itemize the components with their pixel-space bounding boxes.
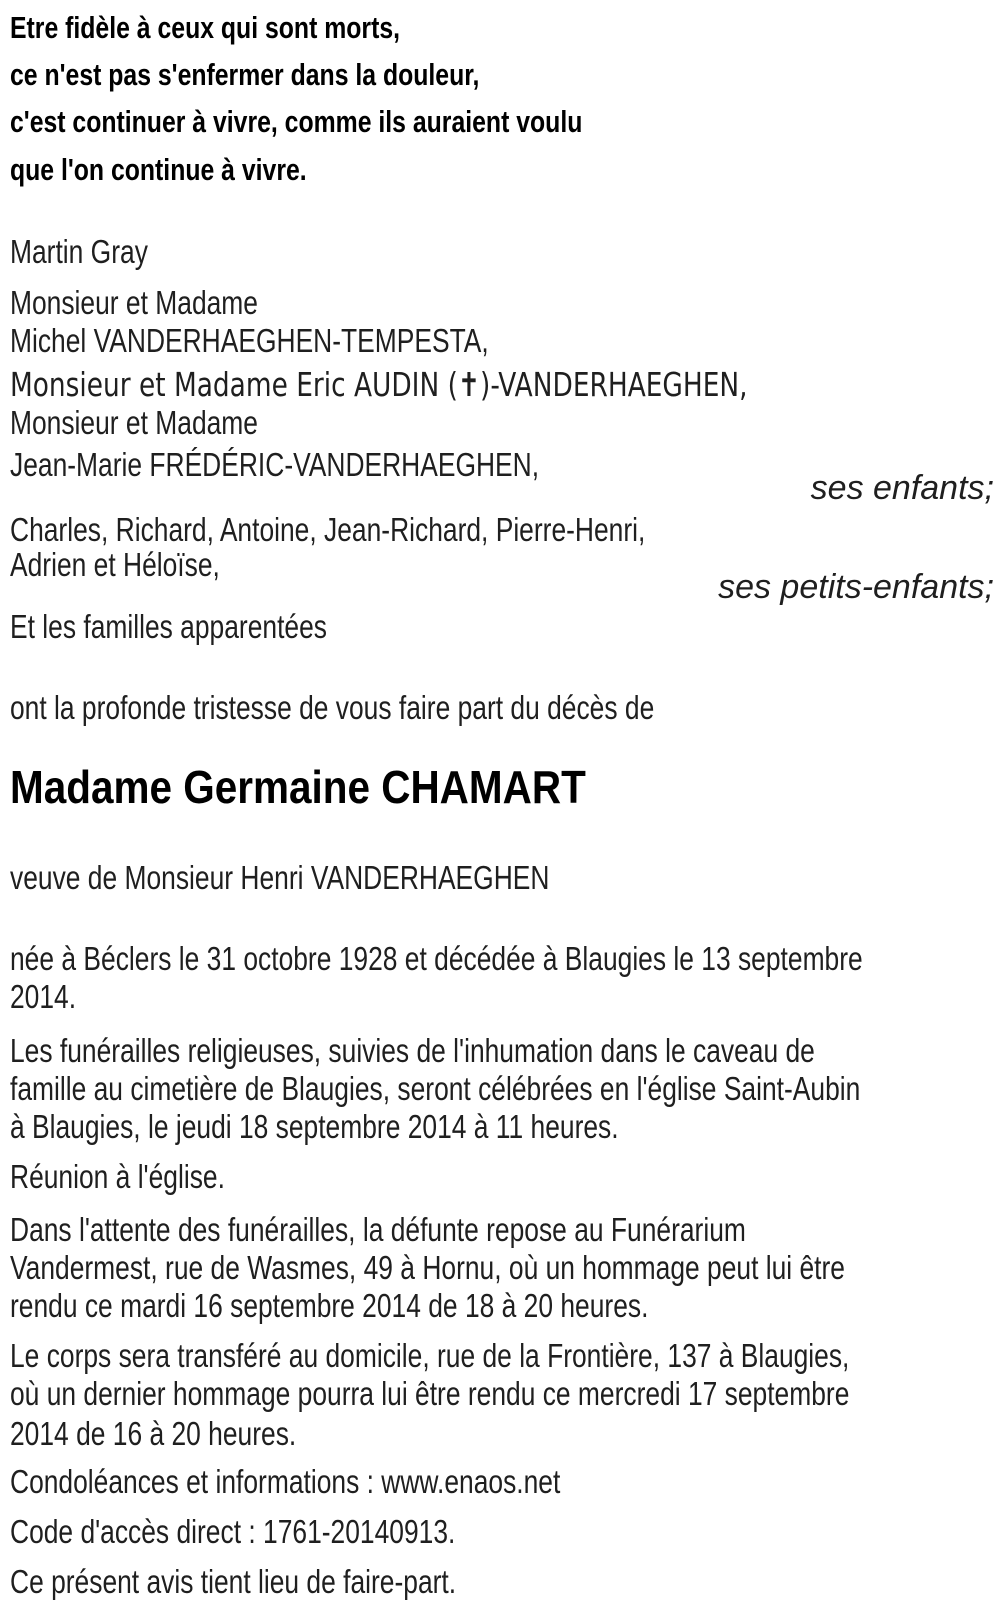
condolences-line: Condoléances et informations : www.enaos.net: [10, 1463, 561, 1500]
family-children-line-5: Jean-Marie FRÉDÉRIC-VANDERHAEGHEN,: [10, 446, 540, 483]
transfer-line-2: où un dernier hommage pourra lui être rendu ce mercredi 17 septembre: [10, 1375, 850, 1412]
family-children-line-1: Monsieur et Madame: [10, 284, 258, 321]
grandchildren-label: ses petits-enfants;: [718, 568, 994, 606]
deceased-name: Madame Germaine CHAMART: [10, 761, 586, 813]
epitaph-line-1: Etre fidèle à ceux qui sont morts,: [10, 10, 401, 45]
related-families-line: Et les familles apparentées: [10, 608, 327, 645]
epitaph-line-4: que l'on continue à vivre.: [10, 152, 307, 187]
epitaph-author: Martin Gray: [10, 233, 148, 270]
transfer-line-3: 2014 de 16 à 20 heures.: [10, 1415, 297, 1452]
funeral-line-3: à Blaugies, le jeudi 18 septembre 2014 à 11 heures.: [10, 1108, 619, 1145]
repose-line-3: rendu ce mardi 16 septembre 2014 de 18 à 20 heures.: [10, 1287, 649, 1324]
family-children-line-4: Monsieur et Madame: [10, 404, 258, 441]
church-meeting-line: Réunion à l'église.: [10, 1158, 225, 1195]
notice-line: Ce présent avis tient lieu de faire-part.: [10, 1563, 457, 1600]
birth-death-line-1: née à Béclers le 31 octobre 1928 et décédée à Blaugies le 13 septembre: [10, 940, 863, 977]
funeral-line-1: Les funérailles religieuses, suivies de l'inhumation dans le caveau de: [10, 1032, 815, 1069]
transfer-line-1: Le corps sera transféré au domicile, rue de la Frontière, 137 à Blaugies,: [10, 1337, 850, 1374]
family-grandchildren-line-2: Adrien et Héloïse,: [10, 546, 220, 583]
family-children-line-2: Michel VANDERHAEGHEN-TEMPESTA,: [10, 322, 489, 359]
funeral-line-2: famille au cimetière de Blaugies, seront célébrées en l'église Saint-Aubin: [10, 1070, 861, 1107]
epitaph-line-2: ce n'est pas s'enfermer dans la douleur,: [10, 57, 480, 92]
repose-line-2: Vandermest, rue de Wasmes, 49 à Hornu, où un hommage peut lui être: [10, 1249, 845, 1286]
birth-death-line-2: 2014.: [10, 978, 77, 1015]
repose-line-1: Dans l'attente des funérailles, la défunte repose au Funérarium: [10, 1211, 746, 1248]
widow-line: veuve de Monsieur Henri VANDERHAEGHEN: [10, 859, 550, 896]
access-code-line: Code d'accès direct : 1761-20140913.: [10, 1513, 456, 1550]
announcement-intro: ont la profonde tristesse de vous faire part du décès de: [10, 689, 655, 726]
children-label: ses enfants;: [810, 469, 994, 507]
epitaph-line-3: c'est continuer à vivre, comme ils auraient voulu: [10, 104, 583, 139]
family-children-line-3: Monsieur et Madame Eric AUDIN (✝)-VANDERHAEGHEN,: [10, 365, 748, 404]
family-grandchildren-line-1: Charles, Richard, Antoine, Jean-Richard, Pierre-Henri,: [10, 511, 646, 548]
